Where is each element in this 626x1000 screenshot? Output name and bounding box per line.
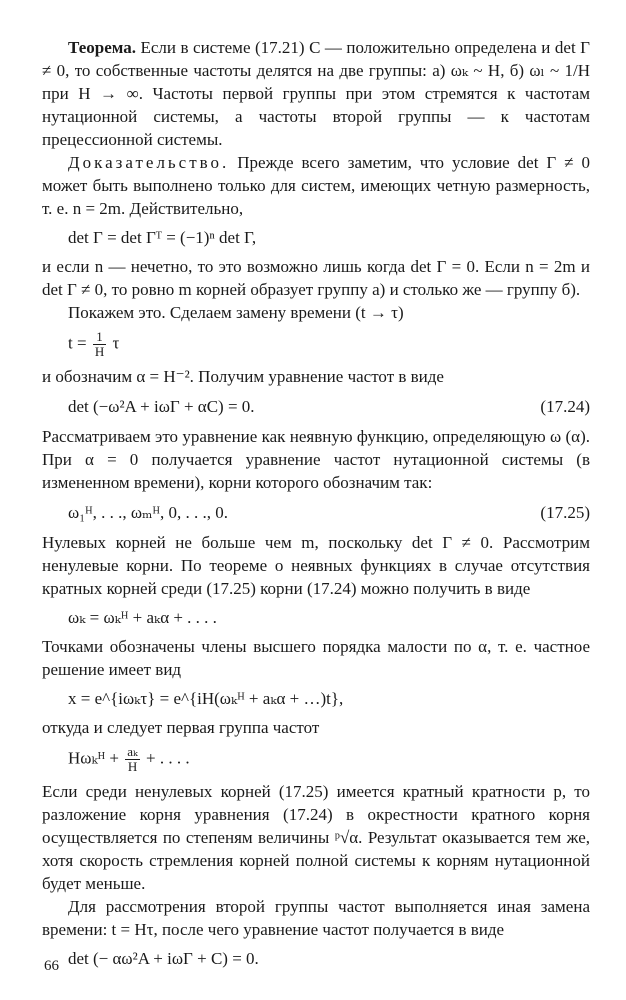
theorem-paragraph	[42, 36, 590, 151]
eq7-rhs: + . . . .	[146, 748, 190, 768]
eq7-lhs: Hωₖᴴ +	[68, 748, 119, 768]
theorem-text: Если в системе (17.21) C — положительно определена и det Γ ≠ 0, то собственные частоты делятся на две группы: а) ωₖ ~ H, б) ωₗ ~ 1/H при H → ∞. Частоты первой группы при этом стремятся к частотам нутационной системы, а частоты второй группы — к частотам прецессионной системы.	[42, 38, 591, 149]
paragraph-second-group: Для рассмотрения второй группы частот выполняется иная замена времени: t = Hτ, после чего уравнение частот получается в виде	[42, 897, 590, 939]
eq4-number: (17.25)	[540, 503, 590, 522]
proof-label: Доказательство.	[68, 153, 230, 172]
text-column	[42, 36, 590, 976]
theorem-label: Теорема.	[68, 38, 136, 57]
paragraph-implicit-function: Рассматриваем это уравнение как неявную функцию, определяющую ω (α). При α = 0 получается уравнение частот нутационной системы (в измененном времени), корни которого обозначим так:	[42, 427, 590, 492]
page-number: 66	[44, 958, 59, 974]
eq7-numerator: aₖ	[127, 744, 138, 759]
equation-second-group: det (− αω²A + iωΓ + C) = 0.	[68, 949, 259, 968]
eq2-numerator: 1	[96, 329, 103, 344]
paragraph-first-group: откуда и следует первая группа частот	[42, 718, 320, 737]
paragraph-zero-roots: Нулевых корней не больше чем m, поскольку det Γ ≠ 0. Рассмотрим ненулевые корни. По теореме о неявных функциях в случае отсутствия кратных корней среди (17.25) корни (17.24) можно получить в виде	[42, 533, 590, 598]
equation-particular-solution: x = e^{iωₖτ} = e^{iH(ωₖᴴ + aₖα + …)t},	[68, 689, 344, 708]
equation-det-transpose: det Γ = det Γᵀ = (−1)ⁿ det Γ,	[68, 228, 257, 247]
eq2-fraction	[93, 330, 106, 359]
equation-first-group-frequencies	[68, 745, 590, 774]
proof-paragraph	[42, 151, 590, 220]
eq7-fraction	[125, 745, 140, 774]
eq2-lhs: t =	[68, 333, 87, 353]
equation-omega-expansion: ωₖ = ωₖᴴ + aₖα + . . . .	[68, 608, 217, 627]
equation-17-24	[42, 395, 590, 418]
proof-text: Прежде всего заметим, что условие det Γ ≠ 0 может быть выполнено только для систем, имеющих четную размерность, т. е. n = 2m. Действительно,	[42, 153, 590, 218]
paragraph-higher-order: Точками обозначены члены высшего порядка малости по α, т. е. частное решение имеет вид	[42, 637, 590, 679]
eq2-rhs: τ	[112, 333, 120, 353]
eq2-denominator: H	[94, 344, 105, 359]
eq3-text: det (−ω²A + iωΓ + αC) = 0.	[68, 397, 255, 416]
eq4-text: ω₁ᴴ, . . ., ωₘᴴ, 0, . . ., 0.	[68, 503, 228, 522]
paragraph-alpha: и обозначим α = H⁻². Получим уравнение частот в виде	[42, 367, 444, 386]
equation-time-substitution	[68, 330, 590, 359]
eq3-number: (17.24)	[540, 397, 590, 416]
paragraph-odd-n: и если n — нечетно, то это возможно лишь когда det Γ = 0. Если n = 2m и det Γ ≠ 0, то ровно m корней образует группу а) и столько же — группу б).	[42, 257, 590, 299]
eq7-denominator: H	[125, 759, 140, 774]
paragraph-time-change: Покажем это. Сделаем замену времени (t → τ)	[68, 303, 404, 322]
equation-17-25	[42, 501, 590, 524]
paragraph-multiple-roots: Если среди ненулевых корней (17.25) имеется кратный кратности p, то разложение корня уравнения (17.24) в окрестности кратного корня осуществляется по степеням величины ᵖ√α. Результат оказывается тем же, хотя скорость стремления корней полной системы к корням нутационной будет меньше.	[42, 782, 590, 893]
